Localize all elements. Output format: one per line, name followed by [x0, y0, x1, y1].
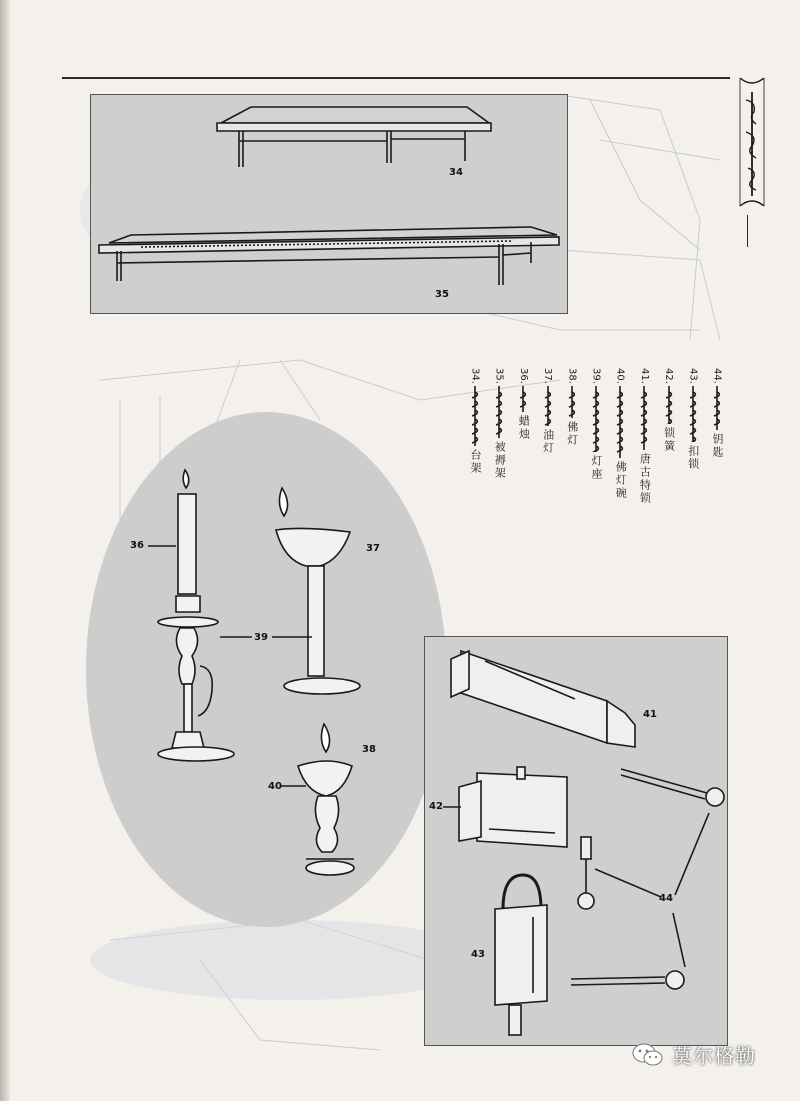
legend-entry: [587, 368, 605, 481]
legend-number: 43.: [687, 368, 699, 384]
legend-number: 35.: [493, 368, 505, 384]
figure-number-42: 42: [429, 801, 443, 812]
legend-entry: [539, 368, 557, 455]
legend-chinese-label: 钥匙: [711, 432, 724, 459]
side-rule: [747, 215, 748, 247]
legend-entry: [708, 368, 726, 459]
legend-chinese-label: 佛灯碗: [614, 460, 628, 500]
legend-chinese-label: 唐古特锁: [638, 452, 652, 505]
figure-number-36: 36: [130, 540, 144, 551]
figure-number-37: 37: [366, 543, 380, 554]
legend-entry: [611, 368, 629, 500]
figure-number-40: 40: [268, 781, 282, 792]
legend-number: 38.: [566, 368, 578, 384]
figure-number-43: 43: [471, 949, 485, 960]
mongolian-script-glyph: [637, 386, 651, 450]
figure-number-41: 41: [643, 709, 657, 720]
watermark-text: 莫尔格勒: [672, 1044, 756, 1068]
figure-number-44: 44: [659, 893, 673, 904]
locks-illustration: [425, 637, 727, 1045]
legend-number: 41.: [638, 368, 650, 384]
legend-chinese-label: 被褥架: [493, 440, 507, 480]
legend-number: 42.: [663, 368, 675, 384]
legend-entry: [466, 368, 484, 475]
legend-chinese-label: 灯座: [590, 454, 603, 481]
legend-entry: [635, 368, 653, 505]
legend-chinese-label: 蜡烛: [517, 414, 531, 441]
legend-number: 34.: [469, 368, 481, 384]
figure-number-39: 39: [254, 632, 268, 643]
wechat-icon: [632, 1042, 664, 1068]
mongolian-script-glyph: [541, 386, 555, 426]
figure-number-38: 38: [362, 744, 376, 755]
legend-chinese-label: 扣锁: [686, 444, 700, 471]
mongolian-script-glyph: [492, 386, 506, 438]
locks-panel: [424, 636, 728, 1046]
mongolian-script-glyph: [565, 386, 579, 418]
legend-number: 37.: [542, 368, 554, 384]
mongolian-script-glyph: [589, 386, 603, 452]
legend-entry: [563, 368, 581, 447]
legend-number: 39.: [590, 368, 602, 384]
legend-entry: [490, 368, 508, 480]
figure-number-35: 35: [435, 289, 449, 300]
mongolian-script-glyph: [468, 386, 482, 446]
legend-entry: [660, 368, 678, 453]
legend-chinese-label: 台架: [469, 448, 482, 475]
mongolian-script-glyph: [613, 386, 627, 458]
legend-number: 44.: [711, 368, 723, 384]
watermark: [632, 1040, 756, 1069]
legend-entry: [684, 368, 702, 471]
legend-chinese-label: 油灯: [541, 428, 555, 455]
legend-entry: [514, 368, 532, 441]
mongolian-script-glyph: [686, 386, 700, 442]
mongolian-script-glyph: [516, 386, 530, 412]
legend-number: 36.: [517, 368, 529, 384]
legend-number: 40.: [614, 368, 626, 384]
mongolian-script-glyph: [710, 386, 724, 430]
mongolian-header-ornament: [734, 72, 770, 212]
legend-chinese-label: 锁簧: [662, 426, 676, 453]
legend-chinese-label: 佛灯: [565, 420, 579, 447]
figure-number-34: 34: [449, 167, 463, 178]
mongolian-script-glyph: [662, 386, 676, 424]
